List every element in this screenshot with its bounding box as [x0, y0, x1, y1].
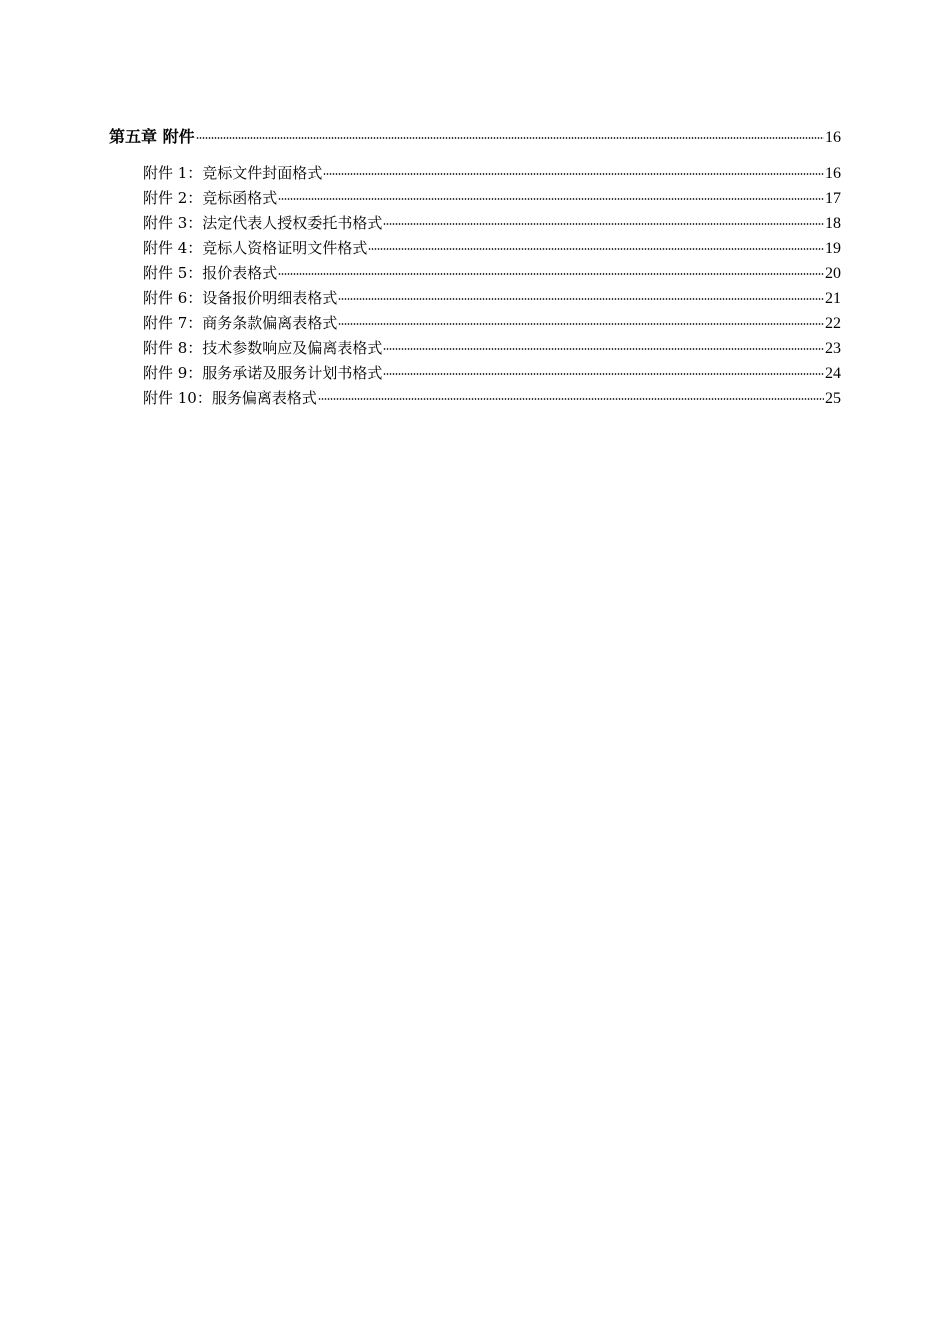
- toc-entry-7[interactable]: [109, 312, 841, 337]
- toc-dot-leader: [196, 137, 824, 139]
- toc-chapter-title: 第五章 附件: [109, 127, 195, 146]
- toc-entry-title: 附件 1：竞标文件封面格式: [143, 164, 323, 182]
- toc-dot-leader: [318, 398, 824, 400]
- toc-entry-1[interactable]: [109, 162, 841, 187]
- toc-entry-title: 附件 10：服务偏离表格式: [143, 389, 317, 407]
- toc-entry-page: 17: [825, 190, 841, 207]
- toc-entry-page: 24: [825, 365, 841, 382]
- toc-entry-page: 18: [825, 215, 841, 232]
- toc-chapter-row[interactable]: [109, 124, 841, 152]
- toc-entry-title: 附件 2：竞标函格式: [143, 189, 278, 207]
- toc-entry-title: 附件 3：法定代表人授权委托书格式: [143, 214, 383, 232]
- toc-entry-title: 附件 9：服务承诺及服务计划书格式: [143, 364, 383, 382]
- toc-entry-4[interactable]: [109, 237, 841, 262]
- toc-dot-leader: [383, 223, 824, 225]
- toc-entry-page: 25: [825, 390, 841, 407]
- toc-dot-leader: [383, 348, 824, 350]
- toc-dot-leader: [278, 198, 824, 200]
- toc-dot-leader: [368, 248, 824, 250]
- toc-entry-page: 19: [825, 240, 841, 257]
- table-of-contents: [109, 124, 841, 412]
- toc-entry-8[interactable]: [109, 337, 841, 362]
- toc-entry-6[interactable]: [109, 287, 841, 312]
- toc-entry-title: 附件 6：设备报价明细表格式: [143, 289, 338, 307]
- toc-dot-leader: [323, 173, 824, 175]
- toc-entry-2[interactable]: [109, 187, 841, 212]
- toc-entry-page: 21: [825, 290, 841, 307]
- toc-dot-leader: [338, 298, 824, 300]
- toc-entry-page: 20: [825, 265, 841, 282]
- toc-entry-page: 16: [825, 165, 841, 182]
- toc-entry-page: 22: [825, 315, 841, 332]
- toc-dot-leader: [338, 323, 824, 325]
- toc-dot-leader: [383, 373, 824, 375]
- toc-dot-leader: [278, 273, 824, 275]
- toc-entry-10[interactable]: [109, 387, 841, 412]
- toc-entry-page: 23: [825, 340, 841, 357]
- toc-entry-title: 附件 5：报价表格式: [143, 264, 278, 282]
- toc-entry-5[interactable]: [109, 262, 841, 287]
- toc-chapter-page: 16: [825, 129, 841, 146]
- toc-entry-title: 附件 8：技术参数响应及偏离表格式: [143, 339, 383, 357]
- toc-entry-title: 附件 7：商务条款偏离表格式: [143, 314, 338, 332]
- toc-entry-3[interactable]: [109, 212, 841, 237]
- toc-entry-9[interactable]: [109, 362, 841, 387]
- toc-entry-title: 附件 4：竞标人资格证明文件格式: [143, 239, 368, 257]
